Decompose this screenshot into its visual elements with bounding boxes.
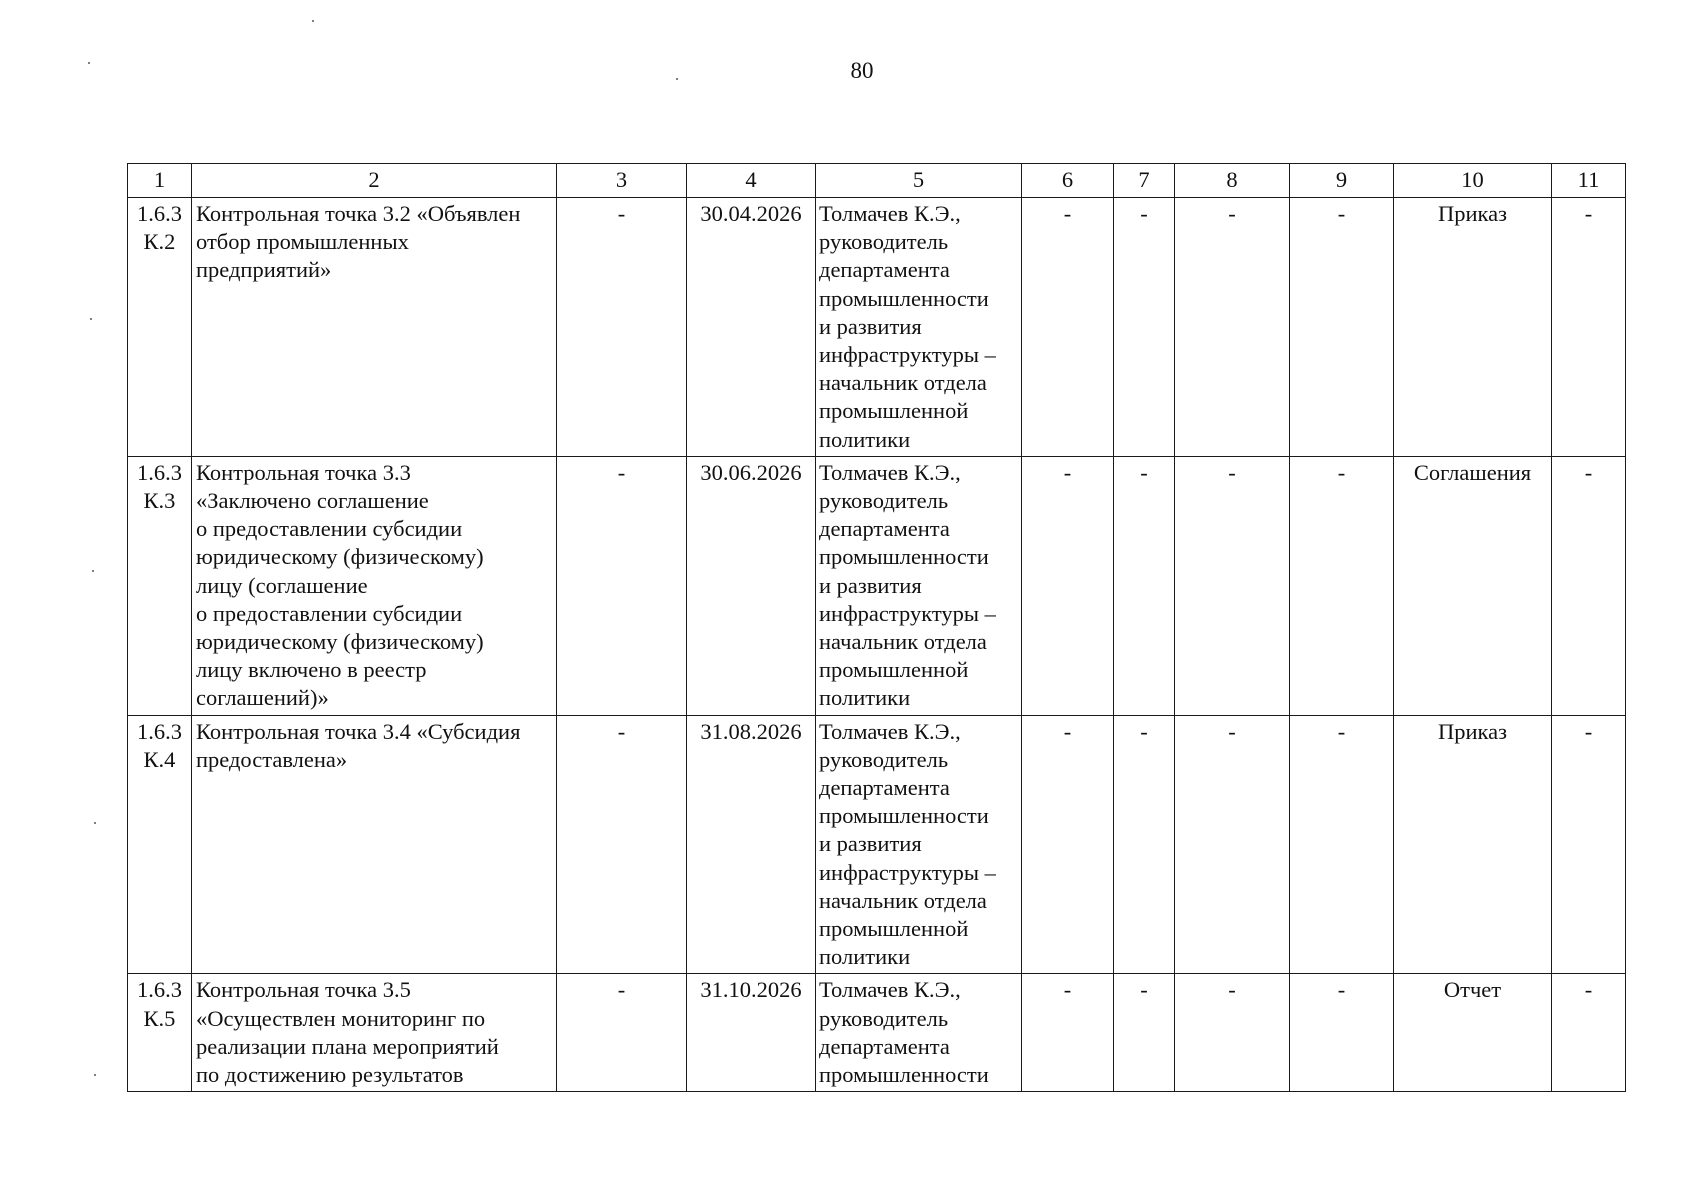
cell-col7: -: [1114, 974, 1175, 1092]
control-point-name: Контрольная точка 3.3 «Заключено соглашение о предоставлении субсидии юридическому (физическому) лицу (соглашение о предоставлении субсидии юридическому (физическому) лицу включено в реестр соглашений)»: [192, 456, 557, 715]
scan-speck: [676, 78, 678, 80]
header-cell: 8: [1175, 164, 1290, 198]
header-cell: 1: [128, 164, 192, 198]
document-type-cell: Отчет: [1394, 974, 1552, 1092]
cell-col9: -: [1290, 715, 1394, 974]
control-point-name: Контрольная точка 3.5 «Осуществлен мониторинг по реализации плана мероприятий по достижению результатов: [192, 974, 557, 1092]
cell-col6: -: [1022, 198, 1114, 457]
document-type-cell: Приказ: [1394, 715, 1552, 974]
row-code: 1.6.3 К.3: [128, 456, 192, 715]
row-code: 1.6.3 К.4: [128, 715, 192, 974]
date-cell: 31.10.2026: [687, 974, 816, 1092]
cell-col8: -: [1175, 456, 1290, 715]
cell-col11: -: [1552, 456, 1626, 715]
row-code: 1.6.3 К.5: [128, 974, 192, 1092]
cell-col8: -: [1175, 715, 1290, 974]
cell-col9: -: [1290, 974, 1394, 1092]
header-cell: 5: [816, 164, 1022, 198]
cell-col3: -: [557, 456, 687, 715]
header-cell: 10: [1394, 164, 1552, 198]
header-cell: 3: [557, 164, 687, 198]
page-number: 80: [850, 58, 874, 83]
scan-speck: [94, 1074, 96, 1076]
cell-col6: -: [1022, 456, 1114, 715]
control-point-name: Контрольная точка 3.2 «Объявлен отбор промышленных предприятий»: [192, 198, 557, 457]
control-points-table: [127, 163, 1626, 1092]
date-cell: 30.04.2026: [687, 198, 816, 457]
cell-col3: -: [557, 715, 687, 974]
table-row: [128, 456, 1626, 715]
table-row: [128, 198, 1626, 457]
cell-col11: -: [1552, 715, 1626, 974]
document-type-cell: Соглашения: [1394, 456, 1552, 715]
date-cell: 30.06.2026: [687, 456, 816, 715]
cell-col8: -: [1175, 198, 1290, 457]
document-type-cell: Приказ: [1394, 198, 1552, 457]
table-row: [128, 715, 1626, 974]
header-cell: 7: [1114, 164, 1175, 198]
cell-col11: -: [1552, 974, 1626, 1092]
scan-speck: [90, 318, 92, 320]
scan-speck: [94, 822, 96, 824]
scan-speck: [312, 20, 314, 22]
cell-col9: -: [1290, 198, 1394, 457]
cell-col3: -: [557, 974, 687, 1092]
cell-col9: -: [1290, 456, 1394, 715]
date-cell: 31.08.2026: [687, 715, 816, 974]
cell-col7: -: [1114, 456, 1175, 715]
responsible-cell: Толмачев К.Э., руководитель департамента промышленности: [816, 974, 1022, 1092]
control-point-name: Контрольная точка 3.4 «Субсидия предоставлена»: [192, 715, 557, 974]
cell-col6: -: [1022, 974, 1114, 1092]
header-cell: 9: [1290, 164, 1394, 198]
cell-col6: -: [1022, 715, 1114, 974]
responsible-cell: Толмачев К.Э., руководитель департамента промышленности и развития инфраструктуры – начальник отдела промышленной политики: [816, 715, 1022, 974]
responsible-cell: Толмачев К.Э., руководитель департамента промышленности и развития инфраструктуры – начальник отдела промышленной политики: [816, 456, 1022, 715]
table-row: [128, 974, 1626, 1092]
cell-col11: -: [1552, 198, 1626, 457]
cell-col7: -: [1114, 715, 1175, 974]
row-code: 1.6.3 К.2: [128, 198, 192, 457]
header-cell: 4: [687, 164, 816, 198]
cell-col3: -: [557, 198, 687, 457]
header-row: [128, 164, 1626, 198]
header-cell: 6: [1022, 164, 1114, 198]
header-cell: 2: [192, 164, 557, 198]
scan-speck: [92, 570, 94, 572]
header-cell: 11: [1552, 164, 1626, 198]
cell-col7: -: [1114, 198, 1175, 457]
responsible-cell: Толмачев К.Э., руководитель департамента промышленности и развития инфраструктуры – начальник отдела промышленной политики: [816, 198, 1022, 457]
scan-speck: [88, 62, 90, 64]
cell-col8: -: [1175, 974, 1290, 1092]
